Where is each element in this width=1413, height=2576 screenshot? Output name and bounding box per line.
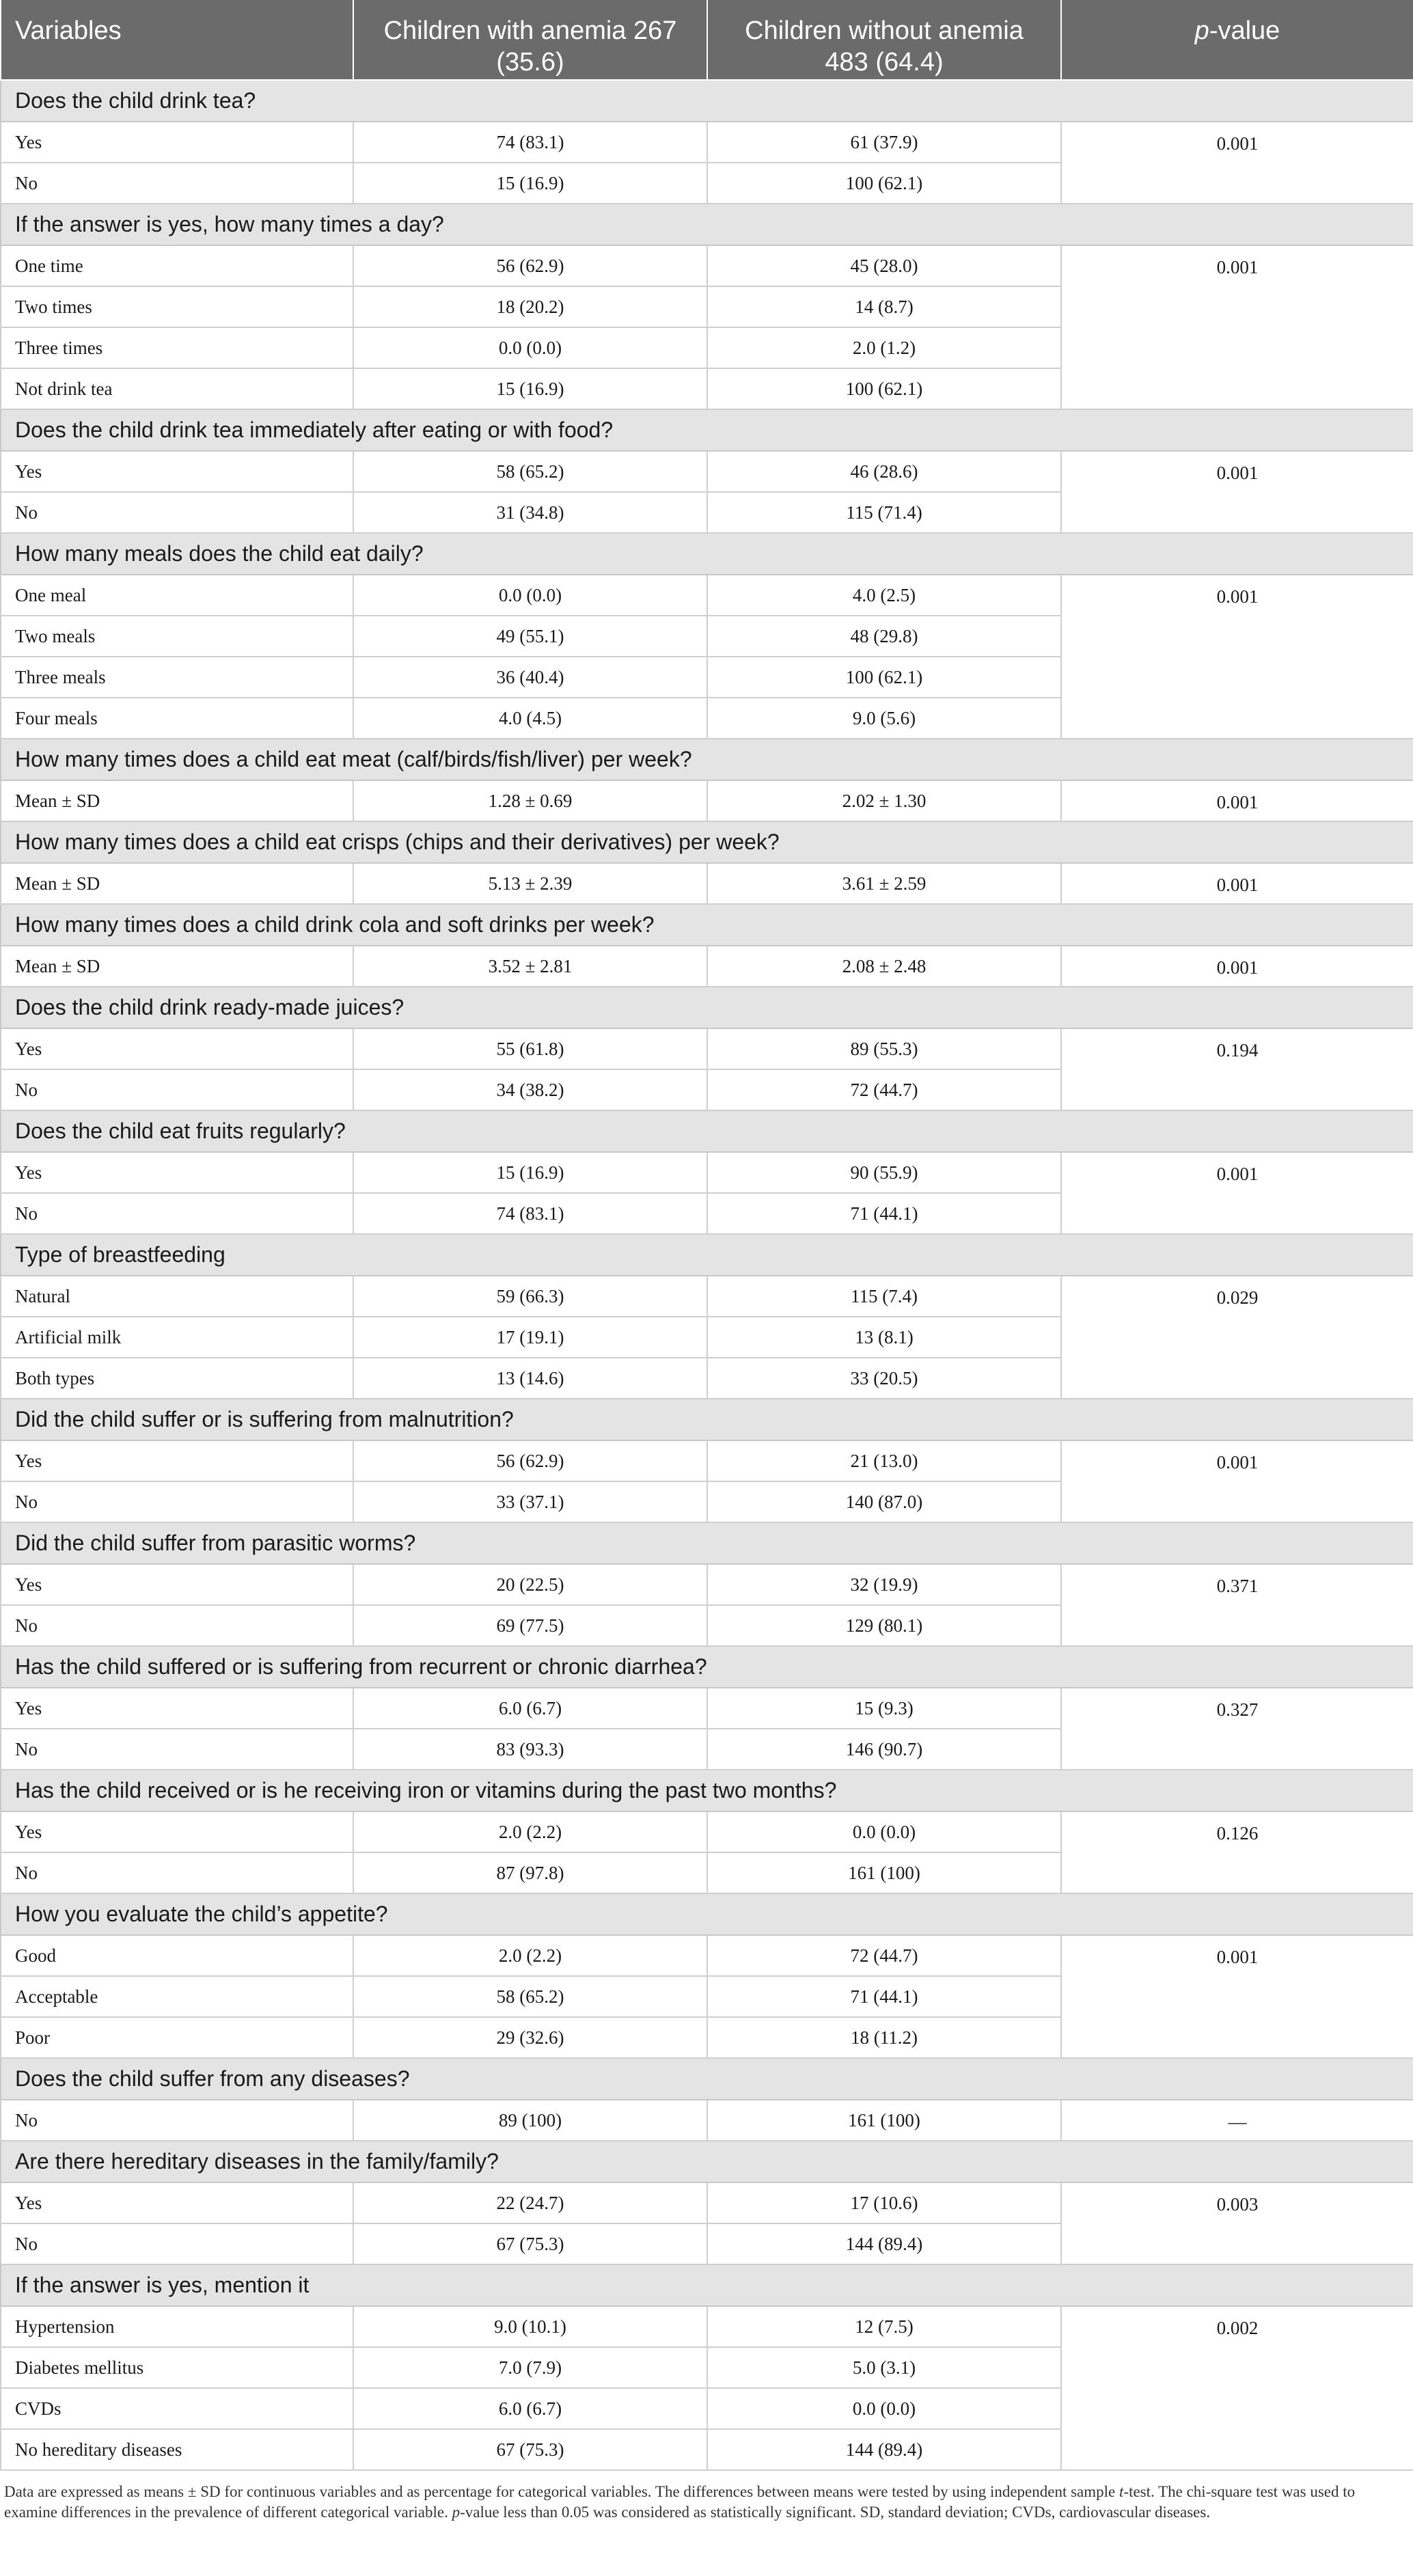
footnote-t-italic: t	[1119, 2483, 1124, 2500]
value-without-anemia: 17 (10.6)	[707, 2182, 1061, 2223]
p-value: 0.001	[1061, 1152, 1413, 1234]
section-title: Did the child suffer or is suffering from malnutrition?	[1, 1399, 1413, 1440]
table-row	[1, 863, 1413, 904]
value-without-anemia: 0.0 (0.0)	[707, 2388, 1061, 2429]
value-without-anemia: 100 (62.1)	[707, 657, 1061, 698]
value-without-anemia: 13 (8.1)	[707, 1317, 1061, 1358]
table-row	[1, 2306, 1413, 2347]
row-label: Yes	[1, 1440, 353, 1481]
value-with-anemia: 29 (32.6)	[353, 2017, 707, 2058]
row-label: Yes	[1, 1564, 353, 1605]
section-title: Does the child drink ready-made juices?	[1, 987, 1413, 1028]
section-row	[1, 821, 1413, 863]
value-with-anemia: 33 (37.1)	[353, 1481, 707, 1522]
p-value: 0.001	[1061, 451, 1413, 533]
table-row	[1, 1811, 1413, 1852]
section-title: Has the child received or is he receiving iron or vitamins during the past two months?	[1, 1770, 1413, 1811]
row-label: No	[1, 1729, 353, 1770]
table-row	[1, 1152, 1413, 1193]
value-with-anemia: 31 (34.8)	[353, 492, 707, 533]
footnote-p-italic: p	[452, 2504, 461, 2521]
table-row	[1, 946, 1413, 987]
value-with-anemia: 13 (14.6)	[353, 1358, 707, 1399]
value-with-anemia: 87 (97.8)	[353, 1852, 707, 1893]
value-without-anemia: 0.0 (0.0)	[707, 1811, 1061, 1852]
section-row	[1, 409, 1413, 451]
row-label: Yes	[1, 1152, 353, 1193]
value-with-anemia: 15 (16.9)	[353, 163, 707, 204]
row-label: Artificial milk	[1, 1317, 353, 1358]
p-value: 0.003	[1061, 2182, 1413, 2264]
row-label: Both types	[1, 1358, 353, 1399]
table-row	[1, 1440, 1413, 1481]
row-label: Yes	[1, 1811, 353, 1852]
value-without-anemia: 18 (11.2)	[707, 2017, 1061, 2058]
value-with-anemia: 22 (24.7)	[353, 2182, 707, 2223]
value-with-anemia: 20 (22.5)	[353, 1564, 707, 1605]
header-p-rest: -value	[1209, 16, 1280, 45]
value-with-anemia: 3.52 ± 2.81	[353, 946, 707, 987]
row-label: No	[1, 1193, 353, 1234]
table-row	[1, 451, 1413, 492]
row-label: No	[1, 492, 353, 533]
section-row	[1, 533, 1413, 575]
section-row	[1, 2264, 1413, 2306]
section-title: Does the child drink tea?	[1, 80, 1413, 122]
value-without-anemia: 9.0 (5.6)	[707, 698, 1061, 739]
p-value: 0.001	[1061, 946, 1413, 987]
value-with-anemia: 4.0 (4.5)	[353, 698, 707, 739]
value-without-anemia: 144 (89.4)	[707, 2223, 1061, 2264]
section-title: Does the child drink tea immediately after eating or with food?	[1, 409, 1413, 451]
row-label: Yes	[1, 122, 353, 163]
value-with-anemia: 58 (65.2)	[353, 1976, 707, 2017]
value-with-anemia: 9.0 (10.1)	[353, 2306, 707, 2347]
section-title: Did the child suffer from parasitic worms?	[1, 1522, 1413, 1564]
section-title: How many times does a child eat crisps (chips and their derivatives) per week?	[1, 821, 1413, 863]
value-with-anemia: 17 (19.1)	[353, 1317, 707, 1358]
value-with-anemia: 2.0 (2.2)	[353, 1935, 707, 1976]
p-value: 0.001	[1061, 1440, 1413, 1522]
value-with-anemia: 58 (65.2)	[353, 451, 707, 492]
value-without-anemia: 48 (29.8)	[707, 616, 1061, 657]
row-label: Four meals	[1, 698, 353, 739]
footnote-part2: -test. The chi-square test was used to examine differences in the prevalence of different categorical variable.	[4, 2483, 1356, 2521]
section-title: If the answer is yes, mention it	[1, 2264, 1413, 2306]
section-row	[1, 1646, 1413, 1688]
row-label: No	[1, 1481, 353, 1522]
value-with-anemia: 56 (62.9)	[353, 1440, 707, 1481]
table-row	[1, 245, 1413, 286]
value-with-anemia: 74 (83.1)	[353, 1193, 707, 1234]
section-title: Type of breastfeeding	[1, 1234, 1413, 1276]
value-without-anemia: 21 (13.0)	[707, 1440, 1061, 1481]
row-label: Hypertension	[1, 2306, 353, 2347]
header-row	[1, 0, 1413, 80]
p-value: 0.001	[1061, 122, 1413, 204]
header-without-anemia: Children without anemia 483 (64.4)	[707, 0, 1061, 80]
section-row	[1, 1399, 1413, 1440]
section-row	[1, 2058, 1413, 2100]
p-value: 0.002	[1061, 2306, 1413, 2470]
row-label: Three meals	[1, 657, 353, 698]
value-without-anemia: 2.08 ± 2.48	[707, 946, 1061, 987]
table-row	[1, 575, 1413, 616]
value-without-anemia: 89 (55.3)	[707, 1028, 1061, 1069]
value-without-anemia: 144 (89.4)	[707, 2429, 1061, 2470]
section-row	[1, 1770, 1413, 1811]
section-row	[1, 2141, 1413, 2182]
p-value: 0.327	[1061, 1688, 1413, 1770]
value-without-anemia: 146 (90.7)	[707, 1729, 1061, 1770]
row-label: Not drink tea	[1, 368, 353, 409]
value-with-anemia: 18 (20.2)	[353, 286, 707, 327]
value-with-anemia: 83 (93.3)	[353, 1729, 707, 1770]
value-without-anemia: 32 (19.9)	[707, 1564, 1061, 1605]
row-label: One time	[1, 245, 353, 286]
value-without-anemia: 161 (100)	[707, 2100, 1061, 2141]
value-with-anemia: 6.0 (6.7)	[353, 2388, 707, 2429]
section-title: Does the child eat fruits regularly?	[1, 1110, 1413, 1152]
value-without-anemia: 115 (7.4)	[707, 1276, 1061, 1317]
value-without-anemia: 100 (62.1)	[707, 368, 1061, 409]
table-footnote	[0, 2471, 1413, 2523]
row-label: No	[1, 163, 353, 204]
row-label: Poor	[1, 2017, 353, 2058]
row-label: CVDs	[1, 2388, 353, 2429]
row-label: Acceptable	[1, 1976, 353, 2017]
p-value: 0.371	[1061, 1564, 1413, 1646]
p-value: 0.001	[1061, 575, 1413, 739]
value-without-anemia: 5.0 (3.1)	[707, 2347, 1061, 2388]
value-with-anemia: 67 (75.3)	[353, 2223, 707, 2264]
table-row	[1, 2182, 1413, 2223]
section-title: How many times does a child drink cola and soft drinks per week?	[1, 904, 1413, 946]
row-label: Yes	[1, 451, 353, 492]
value-without-anemia: 14 (8.7)	[707, 286, 1061, 327]
section-row	[1, 80, 1413, 122]
row-label: Diabetes mellitus	[1, 2347, 353, 2388]
p-value: 0.194	[1061, 1028, 1413, 1110]
p-value: 0.029	[1061, 1276, 1413, 1399]
value-with-anemia: 15 (16.9)	[353, 1152, 707, 1193]
table-row	[1, 1935, 1413, 1976]
header-with-anemia: Children with anemia 267 (35.6)	[353, 0, 707, 80]
p-value: 0.001	[1061, 780, 1413, 821]
value-without-anemia: 71 (44.1)	[707, 1976, 1061, 2017]
section-title: How many meals does the child eat daily?	[1, 533, 1413, 575]
section-row	[1, 204, 1413, 245]
value-without-anemia: 15 (9.3)	[707, 1688, 1061, 1729]
section-title: Does the child suffer from any diseases?	[1, 2058, 1413, 2100]
value-without-anemia: 129 (80.1)	[707, 1605, 1061, 1646]
value-with-anemia: 5.13 ± 2.39	[353, 863, 707, 904]
row-label: One meal	[1, 575, 353, 616]
value-with-anemia: 6.0 (6.7)	[353, 1688, 707, 1729]
value-without-anemia: 72 (44.7)	[707, 1935, 1061, 1976]
value-with-anemia: 59 (66.3)	[353, 1276, 707, 1317]
p-value: 0.001	[1061, 245, 1413, 409]
table-row	[1, 122, 1413, 163]
value-without-anemia: 115 (71.4)	[707, 492, 1061, 533]
value-without-anemia: 12 (7.5)	[707, 2306, 1061, 2347]
section-row	[1, 1110, 1413, 1152]
header-p-italic: p	[1194, 16, 1209, 45]
value-without-anemia: 2.02 ± 1.30	[707, 780, 1061, 821]
footnote-part3: -value less than 0.05 was considered as statistically significant. SD, standard deviation; CVDs, cardiovascular diseases.	[460, 2504, 1211, 2521]
section-title: How you evaluate the child’s appetite?	[1, 1893, 1413, 1935]
section-title: How many times does a child eat meat (calf/birds/fish/liver) per week?	[1, 739, 1413, 780]
section-title: Are there hereditary diseases in the family/family?	[1, 2141, 1413, 2182]
value-without-anemia: 46 (28.6)	[707, 451, 1061, 492]
row-label: No hereditary diseases	[1, 2429, 353, 2470]
value-with-anemia: 1.28 ± 0.69	[353, 780, 707, 821]
table-row	[1, 1688, 1413, 1729]
value-with-anemia: 7.0 (7.9)	[353, 2347, 707, 2388]
row-label: Two times	[1, 286, 353, 327]
section-row	[1, 987, 1413, 1028]
value-with-anemia: 0.0 (0.0)	[353, 575, 707, 616]
footnote-part1: Data are expressed as means ± SD for continuous variables and as percentage for categorical variables. The differences between means were tested by using independent sample	[4, 2483, 1120, 2500]
value-with-anemia: 89 (100)	[353, 2100, 707, 2141]
row-label: Mean ± SD	[1, 780, 353, 821]
p-value: 0.126	[1061, 1811, 1413, 1893]
value-without-anemia: 4.0 (2.5)	[707, 575, 1061, 616]
value-with-anemia: 49 (55.1)	[353, 616, 707, 657]
row-label: Mean ± SD	[1, 863, 353, 904]
row-label: No	[1, 1852, 353, 1893]
value-with-anemia: 67 (75.3)	[353, 2429, 707, 2470]
row-label: Yes	[1, 2182, 353, 2223]
row-label: No	[1, 2100, 353, 2141]
section-row	[1, 904, 1413, 946]
value-with-anemia: 69 (77.5)	[353, 1605, 707, 1646]
value-without-anemia: 161 (100)	[707, 1852, 1061, 1893]
row-label: Natural	[1, 1276, 353, 1317]
value-with-anemia: 36 (40.4)	[353, 657, 707, 698]
section-row	[1, 1234, 1413, 1276]
value-without-anemia: 90 (55.9)	[707, 1152, 1061, 1193]
value-without-anemia: 33 (20.5)	[707, 1358, 1061, 1399]
section-row	[1, 739, 1413, 780]
header-p-value	[1061, 0, 1413, 80]
table-header	[1, 0, 1413, 80]
p-value: —	[1061, 2100, 1413, 2141]
value-with-anemia: 15 (16.9)	[353, 368, 707, 409]
p-value: 0.001	[1061, 1935, 1413, 2058]
table-row	[1, 1028, 1413, 1069]
table-row	[1, 2100, 1413, 2141]
value-without-anemia: 100 (62.1)	[707, 163, 1061, 204]
value-with-anemia: 2.0 (2.2)	[353, 1811, 707, 1852]
value-without-anemia: 3.61 ± 2.59	[707, 863, 1061, 904]
row-label: Yes	[1, 1028, 353, 1069]
row-label: Two meals	[1, 616, 353, 657]
row-label: Three times	[1, 327, 353, 368]
value-without-anemia: 61 (37.9)	[707, 122, 1061, 163]
row-label: No	[1, 2223, 353, 2264]
section-row	[1, 1893, 1413, 1935]
p-value: 0.001	[1061, 863, 1413, 904]
value-with-anemia: 74 (83.1)	[353, 122, 707, 163]
value-without-anemia: 140 (87.0)	[707, 1481, 1061, 1522]
value-with-anemia: 56 (62.9)	[353, 245, 707, 286]
value-without-anemia: 71 (44.1)	[707, 1193, 1061, 1234]
value-without-anemia: 45 (28.0)	[707, 245, 1061, 286]
value-with-anemia: 55 (61.8)	[353, 1028, 707, 1069]
table-body	[1, 80, 1413, 2470]
table-row	[1, 780, 1413, 821]
row-label: Mean ± SD	[1, 946, 353, 987]
header-variables: Variables	[1, 0, 353, 80]
section-title: If the answer is yes, how many times a day?	[1, 204, 1413, 245]
value-without-anemia: 2.0 (1.2)	[707, 327, 1061, 368]
section-title: Has the child suffered or is suffering from recurrent or chronic diarrhea?	[1, 1646, 1413, 1688]
table-row	[1, 1564, 1413, 1605]
value-without-anemia: 72 (44.7)	[707, 1069, 1061, 1110]
table-row	[1, 1276, 1413, 1317]
row-label: Good	[1, 1935, 353, 1976]
row-label: Yes	[1, 1688, 353, 1729]
row-label: No	[1, 1605, 353, 1646]
row-label: No	[1, 1069, 353, 1110]
value-with-anemia: 0.0 (0.0)	[353, 327, 707, 368]
value-with-anemia: 34 (38.2)	[353, 1069, 707, 1110]
section-row	[1, 1522, 1413, 1564]
